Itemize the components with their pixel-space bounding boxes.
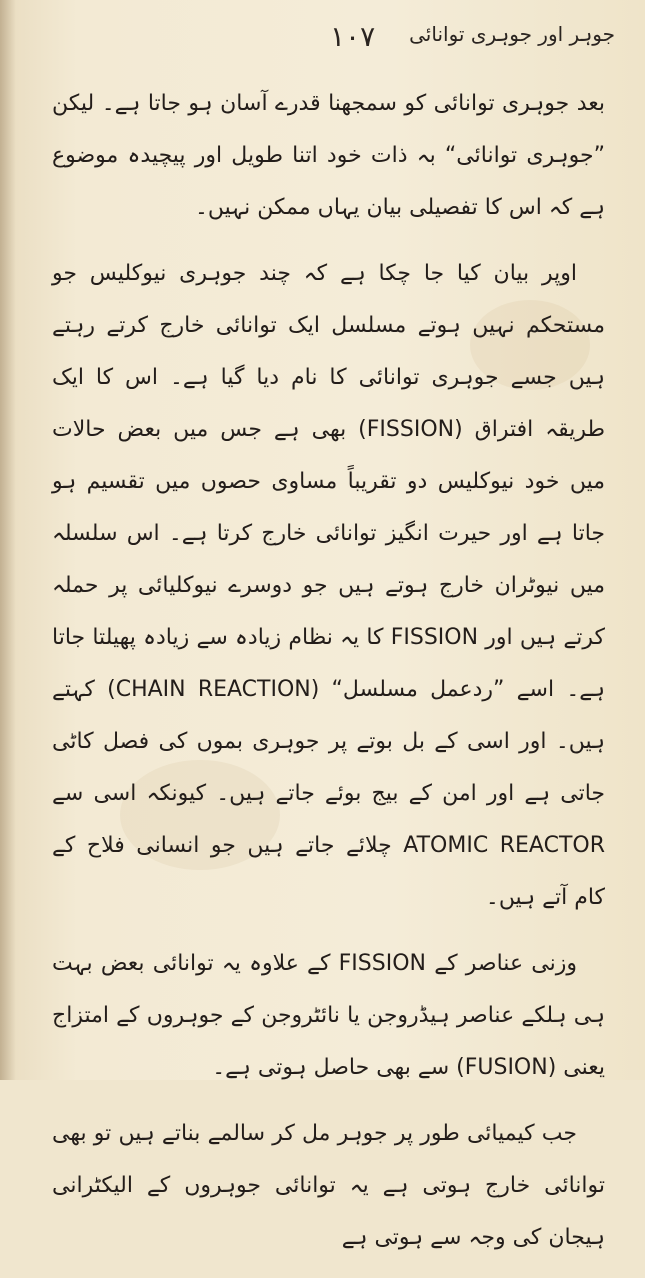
page-gutter-shadow xyxy=(0,0,16,1080)
running-head: جوہر اور جوہری توانائی xyxy=(409,22,615,46)
paragraph: اوپر بیان کیا جا چکا ہے کہ چند جوہری نیوکلیس جو مستحکم نہیں ہوتے مسلسل ایک توانائی خارج کرتے رہتے ہیں جسے جوہری توانائی کا نام دیا گیا ہے۔ اس کا ایک طریقہ افتراق (FISSION) بھی ہے جس میں بعض حالات میں خود نیوکلیس دو تقریباً مساوی حصوں میں تقسیم ہو جاتا ہے اور حیرت انگیز توانائی خارج کرتا ہے۔ اس سلسلہ میں نیوٹران خارج ہوتے ہیں جو دوسرے نیوکلیائی پر حملہ کرتے ہیں اور FISSION کا یہ نظام زیادہ سے زیادہ پھیلتا جاتا ہے۔ اسے ”ردعمل مسلسل“ (CHAIN REACTION) کہتے ہیں۔ اور اسی کے بل بوتے پر جوہری بموں کی فصل کاٹی جاتی ہے اور امن کے بیج بوئے جاتے ہیں۔ کیونکہ اسی سے ATOMIC REACTOR چلائے جاتے ہیں جو انسانی فلاح کے کام آتے ہیں۔ xyxy=(52,261,605,910)
paragraph: بعد جوہری توانائی کو سمجھنا قدرے آسان ہو جاتا ہے۔ لیکن ”جوہری توانائی“ بہ ذات خود اتنا طویل اور پیچیدہ موضوع ہے کہ اس کا تفصیلی بیان یہاں ممکن نہیں۔ xyxy=(52,91,605,220)
page-body xyxy=(52,78,605,1278)
paragraph: وزنی عناصر کے FISSION کے علاوہ یہ توانائی بعض بہت ہی ہلکے عناصر ہیڈروجن یا نائٹروجن کے جوہروں کے امتزاج یعنی (FUSION) سے بھی حاصل ہوتی ہے۔ xyxy=(52,951,605,1080)
page-header xyxy=(40,18,615,62)
paragraph: جب کیمیائی طور پر جوہر مل کر سالمے بناتے ہیں تو بھی توانائی خارج ہوتی ہے یہ توانائی جوہروں کے الیکٹرانی ہیجان کی وجہ سے ہوتی ہے xyxy=(52,1121,605,1250)
page-number: ۱۰۷ xyxy=(330,20,376,53)
